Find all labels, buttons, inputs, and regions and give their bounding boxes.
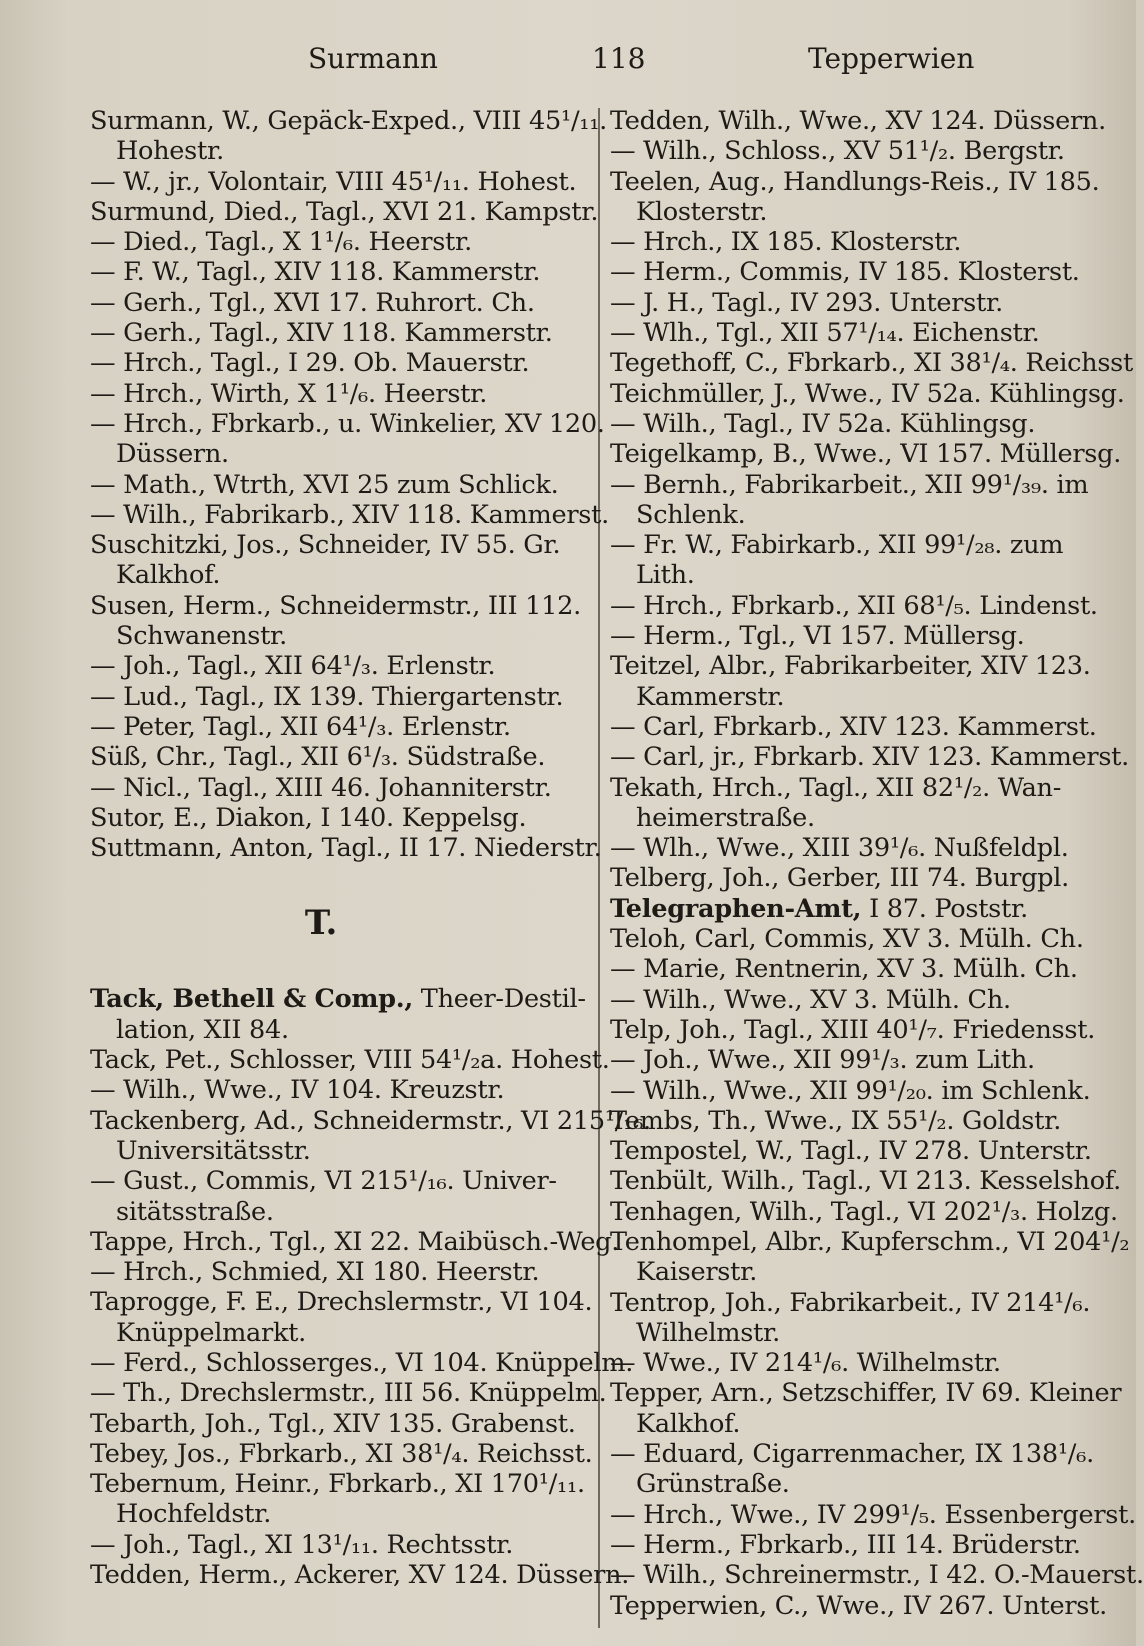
entry-bold-name: Tack, Bethell & Comp., [90, 984, 413, 1015]
directory-entry [610, 470, 1100, 500]
directory-entry [90, 833, 602, 864]
entry-continuation-line [610, 197, 1100, 227]
entry-bold-name: Telegraphen-Amt, [610, 893, 862, 924]
entry-text: — Carl, Fbrkarb., XIV 123. Kammerst. [610, 711, 1097, 742]
directory-entry [610, 1378, 1122, 1409]
directory-entry [610, 1015, 1100, 1045]
entry-text: Düssern. [116, 439, 229, 470]
directory-entry [610, 1288, 1100, 1318]
running-head [0, 42, 1136, 82]
directory-entry [610, 651, 1100, 681]
directory-entry [90, 742, 592, 772]
directory-entry [610, 1106, 1100, 1136]
entry-text: — Wilh., Schloss., XV 51¹/₂. Bergstr. [610, 136, 1065, 167]
left-entry-list [90, 106, 609, 864]
entry-text: Tenhagen, Wilh., Tagl., VI 202¹/₃. Holzg. [610, 1196, 1118, 1227]
entry-text: Süß, Chr., Tagl., XII 6¹/₃. Südstraße. [90, 742, 546, 773]
directory-entry [90, 712, 592, 742]
directory-entry [610, 106, 1106, 136]
entry-text: heimerstraße. [636, 802, 815, 833]
entry-continuation-line [90, 1499, 592, 1529]
entry-continuation-line [610, 1409, 1100, 1439]
entry-text: Tekath, Hrch., Tagl., XII 82¹/₂. Wan- [610, 772, 1062, 803]
entry-text: — Hrch., Fbrkarb., XII 68¹/₅. Lindenst. [610, 590, 1098, 621]
directory-entry [610, 954, 1100, 984]
directory-entry [610, 1530, 1100, 1560]
entry-text: — Marie, Rentnerin, XV 3. Mülh. Ch. [610, 954, 1078, 985]
directory-entry [90, 530, 592, 560]
directory-entry [90, 470, 592, 500]
entry-continuation-line [610, 1318, 1100, 1348]
right-column [610, 106, 1144, 1636]
entry-text: — Wlh., Wwe., XIII 39¹/₆. Nußfeldpl. [610, 833, 1069, 864]
entry-continuation-line [610, 1257, 1100, 1287]
entry-text: — Lud., Tagl., IX 139. Thiergartenstr. [90, 681, 564, 712]
entry-text: — Hrch., Wwe., IV 299¹/₅. Essenbergerst. [610, 1499, 1136, 1530]
directory-entry [90, 408, 605, 439]
entry-text: Wilhelmstr. [636, 1317, 780, 1348]
entry-text: Tempostel, W., Tagl., IV 278. Unterstr. [610, 1136, 1092, 1167]
directory-entry [610, 1076, 1100, 1106]
directory-entry [90, 1287, 592, 1317]
entry-text: Teelen, Aug., Handlungs-Reis., IV 185. [610, 166, 1100, 197]
entry-continuation-line [610, 560, 1100, 590]
entry-text: Grünstraße. [636, 1469, 790, 1500]
directory-entry [90, 1226, 620, 1257]
directory-entry [610, 1348, 1100, 1378]
entry-text: Lith. [636, 560, 695, 591]
entry-text: — Hrch., IX 185. Klosterstr. [610, 227, 962, 258]
entry-continuation-line [610, 1469, 1100, 1499]
entry-text: Tebernum, Heinr., Fbrkarb., XI 170¹/₁₁. [90, 1469, 585, 1500]
entry-text: — Joh., Tagl., XI 13¹/₁₁. Rechtsstr. [90, 1529, 514, 1560]
directory-entry [610, 621, 1100, 651]
left-t-entry-list [90, 984, 651, 1591]
directory-entry [610, 1136, 1100, 1166]
entry-text: Sutor, E., Diakon, I 140. Keppelsg. [90, 802, 527, 833]
directory-entry [90, 1378, 607, 1409]
entry-text: Tappe, Hrch., Tgl., XI 22. Maibüsch.-Weg. [90, 1226, 620, 1257]
entry-text: Hohestr. [116, 136, 224, 167]
entry-text: — Nicl., Tagl., XIII 46. Johanniterstr. [90, 772, 552, 803]
entry-text: — W., jr., Volontair, VIII 45¹/₁₁. Hohest. [90, 166, 577, 197]
directory-entry [610, 924, 1100, 954]
entry-continuation-line [90, 1318, 592, 1348]
directory-entry [90, 1347, 634, 1378]
entry-continuation-line [90, 439, 592, 469]
entry-text: Tepperwien, C., Wwe., IV 267. Unterst. [610, 1590, 1107, 1621]
directory-entry [90, 1166, 592, 1196]
directory-entry [610, 409, 1100, 439]
entry-text: sitätsstraße. [116, 1196, 274, 1227]
directory-entry [610, 1439, 1100, 1469]
directory-entry [610, 894, 1100, 924]
directory-entry [90, 1045, 610, 1076]
directory-entry [610, 833, 1100, 863]
directory-entry [610, 530, 1100, 560]
entry-continuation-line [90, 560, 592, 590]
entry-text: Teloh, Carl, Commis, XV 3. Mülh. Ch. [610, 924, 1084, 955]
entry-text: — Joh., Wwe., XII 99¹/₃. zum Lith. [610, 1045, 1035, 1076]
directory-entry [610, 742, 1129, 773]
entry-text: Tenbült, Wilh., Tagl., VI 213. Kesselshof. [610, 1166, 1121, 1197]
entry-text: Telberg, Joh., Gerber, III 74. Burgpl. [610, 863, 1069, 894]
entry-text: Kammerstr. [636, 681, 785, 712]
entry-text: Klosterstr. [636, 196, 768, 227]
entry-text: Suttmann, Anton, Tagl., II 17. Niederstr. [90, 833, 602, 864]
entry-text: Universitätsstr. [116, 1135, 311, 1166]
directory-entry [90, 106, 608, 136]
entry-text: Tenhompel, Albr., Kupferschm., VI 204¹/₂ [610, 1226, 1130, 1257]
entry-text: Tedden, Wilh., Wwe., XV 124. Düssern. [610, 106, 1106, 136]
entry-text: — Wilh., Wwe., XII 99¹/₂₀. im Schlenk. [610, 1075, 1091, 1106]
header-left-catchword: Surmann [308, 42, 438, 75]
entry-continuation-line [90, 1136, 592, 1166]
entry-text: lation, XII 84. [116, 1014, 289, 1045]
entry-text: — Hrch., Tagl., I 29. Ob. Mauerstr. [90, 348, 530, 379]
directory-entry [610, 1196, 1118, 1227]
directory-entry [610, 288, 1100, 318]
directory-entry [610, 1590, 1107, 1621]
entry-text: Taprogge, F. E., Drechslermstr., VI 104. [90, 1287, 593, 1318]
directory-entry [610, 257, 1100, 287]
directory-entry [90, 379, 592, 409]
directory-entry [90, 682, 592, 712]
entry-text: — Peter, Tagl., XII 64¹/₃. Erlenstr. [90, 711, 511, 742]
directory-entry [90, 257, 592, 287]
entry-text: — Th., Drechslermstr., III 56. Knüppelm. [90, 1378, 607, 1409]
entry-text: — Herm., Tgl., VI 157. Müllersg. [610, 621, 1025, 652]
entry-text: Tembs, Th., Wwe., IX 55¹/₂. Goldstr. [610, 1105, 1062, 1136]
entry-text: — Bernh., Fabrikarbeit., XII 99¹/₃₉. im [610, 469, 1089, 500]
directory-entry [90, 1560, 630, 1591]
directory-entry [90, 1075, 592, 1105]
entry-text: — Gust., Commis, VI 215¹/₁₆. Univer- [90, 1166, 557, 1197]
section-letter: T. [304, 903, 338, 944]
right-entry-list [610, 106, 1144, 1621]
directory-entry [90, 1257, 592, 1287]
entry-text: Tackenberg, Ad., Schneidermstr., VI 215¹/₁₆. [90, 1105, 651, 1136]
entry-text: — Died., Tagl., X 1¹/₆. Heerstr. [90, 227, 472, 258]
entry-text: — Hrch., Schmied, XI 180. Heerstr. [90, 1257, 540, 1288]
header-right-catchword: Tepperwien [808, 42, 975, 75]
directory-entry [610, 318, 1100, 348]
entry-text: — J. H., Tagl., IV 293. Unterstr. [610, 287, 1003, 318]
entry-text: — Wilh., Tagl., IV 52a. Kühlingsg. [610, 408, 1036, 439]
entry-text: Teitzel, Albr., Fabrikarbeiter, XIV 123. [610, 651, 1091, 682]
directory-entry [610, 985, 1100, 1015]
directory-entry [90, 651, 592, 681]
directory-entry [90, 984, 592, 1014]
entry-text: Schlenk. [636, 499, 746, 530]
entry-text: — Wilh., Wwe., IV 104. Kreuzstr. [90, 1075, 505, 1106]
directory-entry [90, 1105, 651, 1136]
entry-text: Surmund, Died., Tagl., XVI 21. Kampstr. [90, 196, 599, 227]
entry-continuation-line [610, 803, 1100, 833]
directory-entry [90, 499, 609, 530]
directory-entry [610, 1499, 1136, 1530]
entry-text: Tack, Pet., Schlosser, VIII 54¹/₂a. Hohest. [90, 1045, 610, 1076]
directory-entry [610, 227, 1100, 257]
entry-text: — Gerh., Tagl., XIV 118. Kammerstr. [90, 318, 553, 349]
directory-entry [90, 803, 592, 833]
entry-continuation-line [90, 1015, 592, 1045]
entry-continuation-line [90, 136, 592, 166]
entry-text: — Wilh., Fabrikarb., XIV 118. Kammerst. [90, 499, 609, 530]
entry-text: Telp, Joh., Tagl., XIII 40¹/₇. Friedensst. [610, 1014, 1096, 1045]
entry-continuation-line [90, 1197, 592, 1227]
entry-text: Theer-Destil- [412, 984, 586, 1015]
entry-text: — Wlh., Tgl., XII 57¹/₁₄. Eichenstr. [610, 318, 1040, 349]
entry-text: Tentrop, Joh., Fabrikarbeit., IV 214¹/₆. [610, 1287, 1091, 1318]
entry-text: Schwanenstr. [116, 621, 288, 652]
directory-entry [610, 1045, 1100, 1075]
entry-text: Hochfeldstr. [116, 1499, 272, 1530]
directory-entry [610, 348, 1134, 379]
directory-entry [610, 136, 1100, 166]
entry-text: Teichmüller, J., Wwe., IV 52a. Kühlingsg. [610, 378, 1125, 409]
entry-text: Suschitzki, Jos., Schneider, IV 55. Gr. [90, 530, 561, 561]
entry-text: Tebarth, Joh., Tgl., XIV 135. Grabenst. [90, 1408, 576, 1439]
entry-text: — Carl, jr., Fbrkarb. XIV 123. Kammerst. [610, 742, 1129, 773]
entry-text: Tegethoff, C., Fbrkarb., XI 38¹/₄. Reichsst [610, 348, 1134, 379]
left-column [90, 106, 651, 1636]
entry-text: Kalkhof. [116, 560, 221, 591]
entry-text: — F. W., Tagl., XIV 118. Kammerstr. [90, 257, 541, 288]
entry-text: Knüppelmarkt. [116, 1317, 306, 1348]
entry-text: — Eduard, Cigarrenmacher, IX 138¹/₆. [610, 1439, 1094, 1470]
entry-text: — Hrch., Wirth, X 1¹/₆. Heerstr. [90, 378, 488, 409]
entry-text: Tebey, Jos., Fbrkarb., XI 38¹/₄. Reichsst. [90, 1438, 593, 1469]
directory-entry [610, 378, 1125, 409]
directory-entry [90, 1439, 592, 1469]
directory-entry [90, 773, 592, 803]
entry-text: — Wwe., IV 214¹/₆. Wilhelmstr. [610, 1348, 1001, 1379]
entry-text: — Hrch., Fbrkarb., u. Winkelier, XV 120. [90, 408, 605, 439]
entry-text: Kalkhof. [636, 1408, 741, 1439]
entry-text: Susen, Herm., Schneidermstr., III 112. [90, 590, 581, 621]
entry-continuation-line [610, 500, 1100, 530]
entry-text: — Joh., Tagl., XII 64¹/₃. Erlenstr. [90, 651, 496, 682]
directory-entry [90, 227, 592, 257]
directory-entry [610, 1560, 1144, 1591]
entry-text: Teigelkamp, B., Wwe., VI 157. Müllersg. [610, 439, 1122, 470]
entry-text: — Ferd., Schlosserges., VI 104. Knüppelm. [90, 1347, 634, 1378]
directory-entry [90, 348, 592, 378]
entry-text: Surmann, W., Gepäck-Exped., VIII 45¹/₁₁. [90, 106, 608, 136]
directory-entry [90, 1530, 592, 1560]
entry-text: I 87. Poststr. [861, 893, 1028, 924]
entry-text: Kaiserstr. [636, 1257, 758, 1288]
directory-entry [610, 167, 1100, 197]
entry-text: — Herm., Fbrkarb., III 14. Brüderstr. [610, 1529, 1081, 1560]
entry-text: — Gerh., Tgl., XVI 17. Ruhrort. Ch. [90, 287, 535, 318]
directory-entry [610, 712, 1100, 742]
entry-text: Tedden, Herm., Ackerer, XV 124. Düssern. [90, 1560, 630, 1591]
entry-text: — Herm., Commis, IV 185. Klosterst. [610, 257, 1080, 288]
directory-entry [90, 591, 592, 621]
directory-entry [610, 1166, 1121, 1197]
entry-text: — Wilh., Wwe., XV 3. Mülh. Ch. [610, 984, 1011, 1015]
entry-text: — Wilh., Schreinermstr., I 42. O.-Mauerst. [610, 1560, 1144, 1591]
directory-entry [90, 196, 599, 227]
entry-text: Tepper, Arn., Setzschiffer, IV 69. Kleiner [610, 1378, 1122, 1409]
directory-entry [90, 318, 592, 348]
directory-entry [610, 591, 1100, 621]
directory-entry [610, 1226, 1130, 1257]
entry-text: — Fr. W., Fabirkarb., XII 99¹/₂₈. zum [610, 530, 1064, 561]
directory-entry [610, 439, 1122, 470]
directory-entry [610, 863, 1100, 893]
directory-entry [90, 288, 592, 318]
entry-continuation-line [90, 621, 592, 651]
entry-text: — Math., Wtrth, XVI 25 zum Schlick. [90, 469, 559, 500]
directory-entry [610, 773, 1100, 803]
directory-entry [90, 1469, 592, 1499]
directory-entry [90, 1409, 592, 1439]
entry-continuation-line [610, 682, 1100, 712]
page-number: 118 [592, 42, 646, 75]
directory-entry [90, 167, 592, 197]
